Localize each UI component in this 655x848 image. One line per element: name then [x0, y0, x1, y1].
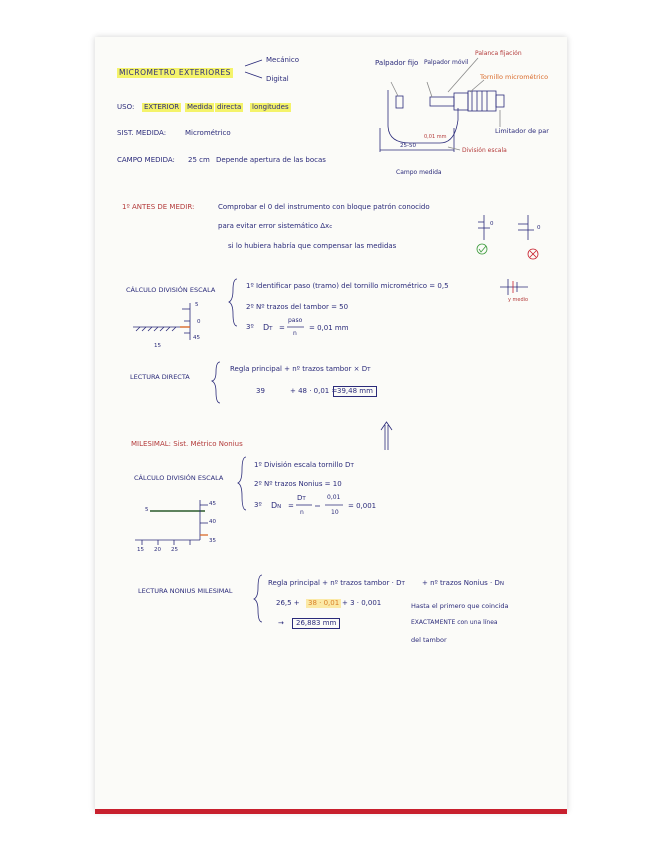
calculo1-dt: DT [263, 323, 273, 332]
c2-tick-35: 35 [209, 538, 216, 544]
calculo2-dn: DN [271, 501, 282, 510]
mark-bad-zero: 0 [537, 225, 541, 231]
calculo1-num: paso [288, 317, 303, 324]
lectura1-formula: Regla principal + nº trazos tambor × DT [230, 365, 371, 373]
side-label: y medio [508, 297, 529, 303]
lectura2-result: 26,883 mm [292, 618, 340, 629]
lectura1-result: 39,48 mm [333, 386, 377, 397]
c2-tick-45: 45 [209, 501, 216, 507]
division-value-label: 0,01 mm [424, 134, 447, 140]
lectura2-formula-rest: + nº trazos Nonius · DN [422, 579, 504, 587]
calculo1-title: CÁLCULO DIVISIÓN ESCALA [126, 286, 216, 294]
lectura1-title: LECTURA DIRECTA [130, 373, 190, 381]
c1-tick-5: 5 [195, 302, 199, 308]
antes-line3: si lo hubiera habría que compensar las medidas [228, 242, 397, 250]
sist-value: Micrométrico [185, 129, 231, 137]
calculo2-mid-num: 0,01 [327, 494, 341, 501]
palanca-label: Palanca fijación [475, 50, 522, 57]
lectura2-formula: Regla principal + nº trazos tambor · DT [268, 579, 405, 587]
c2-tick-40: 40 [209, 519, 216, 525]
calculo1-step2: 2º Nº trazos del tambor = 50 [246, 303, 349, 311]
limitador-label: Limitador de par [495, 127, 549, 135]
campo-label: CAMPO MEDIDA: [117, 156, 175, 164]
mark-ok-zero: 0 [490, 221, 494, 227]
lectura1-calc-a: 39 [256, 387, 265, 395]
lectura2-calc-c: + 3 · 0,001 [342, 599, 382, 607]
calculo1-eq: = [279, 324, 285, 332]
lectura2-note1: Hasta el primero que coincida [411, 602, 509, 610]
lectura2-calc-b: 38 · 0,01 [308, 599, 340, 607]
calculo1-step1: 1º Identificar paso (tramo) del tornillo micrométrico = 0,5 [246, 282, 449, 290]
campo-medida-label: Campo medida [396, 169, 442, 176]
lectura2-calc-a: 26,5 + [276, 599, 300, 607]
uso-label: USO: [117, 103, 135, 111]
c2-tick-5: 5 [145, 507, 149, 513]
antes-title: 1º ANTES DE MEDIR: [122, 203, 195, 211]
uso-longitudes: longitudes [252, 103, 289, 111]
campo-note: Depende apertura de las bocas [216, 156, 326, 164]
calculo2-title: CÁLCULO DIVISIÓN ESCALA [134, 474, 224, 482]
calculo2-step3-prefix: 3º [254, 501, 262, 509]
main-title: MICROMETRO EXTERIORES [119, 68, 231, 77]
calculo2-step2: 2º Nº trazos Nonius = 10 [254, 480, 342, 488]
uso-value: EXTERIOR [144, 103, 180, 111]
milesimal-title: MILESIMAL: Sist. Métrico Nonius [131, 440, 243, 448]
uso-directa: directa [217, 103, 242, 111]
lectura2-note2: EXACTAMENTE con una línea [411, 619, 498, 626]
antes-line2: para evitar error sistemático Δxc [218, 222, 333, 230]
palpador-fijo-label: Palpador fijo [375, 59, 419, 67]
calculo2-num: DT [297, 494, 306, 502]
calculo2-eq: = [288, 502, 294, 510]
division-label: División escala [462, 147, 507, 154]
type-mecanico: Mecánico [266, 56, 299, 64]
range-label: 25-50 [400, 143, 416, 149]
sist-label: SIST. MEDIDA: [117, 129, 167, 137]
c1-tick-0: 0 [197, 319, 201, 325]
calculo1-result: = 0,01 mm [309, 324, 349, 332]
calculo1-den: n [293, 330, 297, 337]
c2-tick-15: 15 [137, 547, 144, 553]
c1-tick-45: 45 [193, 335, 200, 341]
calculo2-mid-den: 10 [331, 509, 339, 516]
lectura2-note3: del tambor [411, 636, 447, 644]
uso-rest: Medida [187, 103, 213, 111]
calculo1-step3-prefix: 3º [246, 323, 254, 331]
calculo2-step1: 1º División escala tornillo DT [254, 461, 354, 469]
c2-tick-25: 25 [171, 547, 178, 553]
c2-tick-20: 20 [154, 547, 161, 553]
calculo2-den: n [300, 509, 304, 516]
palpador-movil-label: Palpador móvil [424, 59, 469, 66]
c1-tick-15: 15 [154, 343, 161, 349]
lectura2-title: LECTURA NONIUS MILESIMAL [138, 587, 233, 595]
tornillo-label: Tornillo micrométrico [480, 73, 549, 81]
antes-line1: Comprobar el 0 del instrumento con bloque patrón conocido [218, 203, 430, 211]
lectura1-calc-b: + 48 · 0,01 = [290, 387, 338, 395]
type-digital: Digital [266, 75, 289, 83]
campo-value: 25 cm [188, 156, 210, 164]
calculo2-result: = 0,001 [348, 502, 377, 510]
lectura2-arrow: → [278, 619, 284, 627]
